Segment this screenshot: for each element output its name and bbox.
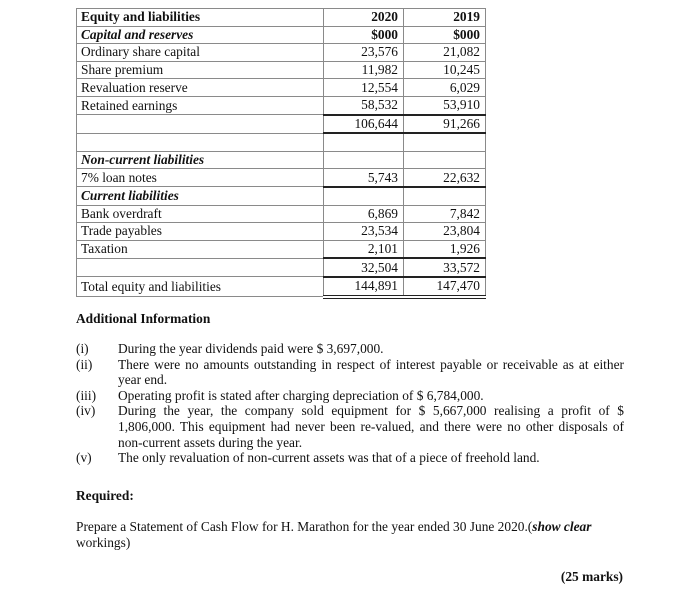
note-text: During the year, the company sold equipment for $ 5,667,000 realising a profit of $ 1,806,000. This equipment had never been re-valued, and there were no other disposals of non-current assets during the year. (118, 403, 624, 450)
table-row (77, 96, 486, 114)
grand-total-label: Total equity and liabilities (77, 277, 324, 297)
value-2020: 5,743 (324, 169, 404, 187)
note-number: (iii) (76, 387, 97, 403)
table-row (77, 79, 486, 97)
row-label: Taxation (77, 240, 324, 258)
current-liabilities-heading: Current liabilities (77, 187, 324, 205)
value-2019: 53,910 (404, 96, 486, 114)
non-current-liabilities-heading: Non-current liabilities (77, 151, 324, 169)
empty-cell (404, 133, 486, 151)
value-2020: 12,554 (324, 79, 404, 97)
required-instruction (76, 519, 624, 550)
header-year-2019: 2019 (404, 9, 486, 27)
marks-label: (25 marks) (560, 569, 623, 584)
unit-2020: $000 (324, 26, 404, 44)
empty-cell (404, 151, 486, 169)
value-2019: 22,632 (404, 169, 486, 187)
additional-information-list (76, 341, 624, 466)
row-label: Share premium (77, 61, 324, 79)
note-number: (iv) (76, 403, 96, 419)
empty-label (77, 115, 324, 134)
note-text: There were no amounts outstanding in respect of interest payable or receivable as at either year end. (118, 356, 624, 388)
table-subheader-row (77, 26, 486, 44)
current-heading-row (77, 187, 486, 205)
value-2020: 2,101 (324, 240, 404, 258)
capital-total-2019: 91,266 (404, 115, 486, 134)
required-text-end: workings) (76, 534, 131, 550)
value-2019: 21,082 (404, 44, 486, 62)
value-2019: 10,245 (404, 61, 486, 79)
value-2020: 6,869 (324, 205, 404, 223)
additional-information-heading: Additional Information (76, 311, 211, 326)
capital-total-row (77, 115, 486, 134)
note-number: (v) (76, 450, 92, 466)
table-row (77, 44, 486, 62)
note-text: During the year dividends paid were $ 3,697,000. (118, 341, 384, 356)
current-total-2020: 32,504 (324, 258, 404, 277)
empty-cell (324, 133, 404, 151)
statement-of-financial-position-table (76, 8, 486, 299)
note-item (76, 341, 624, 357)
grand-total-row (77, 277, 486, 297)
empty-label (77, 258, 324, 277)
value-2020: 58,532 (324, 96, 404, 114)
required-heading: Required: (76, 488, 134, 503)
empty-cell (77, 133, 324, 151)
note-number: (i) (76, 341, 89, 356)
row-label: Trade payables (77, 223, 324, 241)
table-row (77, 240, 486, 258)
value-2019: 23,804 (404, 223, 486, 241)
note-text: The only revaluation of non-current assets was that of a piece of freehold land. (118, 450, 540, 466)
note-item (76, 388, 624, 404)
table-row (77, 205, 486, 223)
row-label: Retained earnings (77, 96, 324, 114)
non-current-heading-row (77, 151, 486, 169)
current-total-row (77, 258, 486, 277)
row-label: Revaluation reserve (77, 79, 324, 97)
row-label: Ordinary share capital (77, 44, 324, 62)
capital-reserves-heading: Capital and reserves (77, 26, 324, 44)
note-item (76, 403, 624, 450)
table-row (77, 61, 486, 79)
unit-2019: $000 (404, 26, 486, 44)
row-label: Bank overdraft (77, 205, 324, 223)
empty-cell (324, 187, 404, 205)
note-item (76, 450, 624, 466)
value-2019: 6,029 (404, 79, 486, 97)
table-header-row (77, 9, 486, 27)
spacer-row (77, 133, 486, 151)
header-label: Equity and liabilities (77, 9, 324, 27)
grand-total-2019: 147,470 (404, 277, 486, 297)
header-year-2020: 2020 (324, 9, 404, 27)
required-text: Prepare a Statement of Cash Flow for H. Marathon for the year ended 30 June 2020.( (76, 519, 533, 534)
value-2020: 11,982 (324, 61, 404, 79)
row-label: 7% loan notes (77, 169, 324, 187)
value-2019: 7,842 (404, 205, 486, 223)
empty-cell (404, 187, 486, 205)
current-total-2019: 33,572 (404, 258, 486, 277)
table-row (77, 169, 486, 187)
table-row (77, 223, 486, 241)
value-2020: 23,534 (324, 223, 404, 241)
note-text: Operating profit is stated after charging depreciation of $ 6,784,000. (118, 387, 484, 403)
value-2020: 23,576 (324, 44, 404, 62)
note-number: (ii) (76, 356, 93, 372)
empty-cell (324, 151, 404, 169)
required-emphasis: show clear (532, 519, 592, 534)
grand-total-2020: 144,891 (324, 277, 404, 297)
capital-total-2020: 106,644 (324, 115, 404, 134)
note-item (76, 357, 624, 388)
value-2019: 1,926 (404, 240, 486, 258)
